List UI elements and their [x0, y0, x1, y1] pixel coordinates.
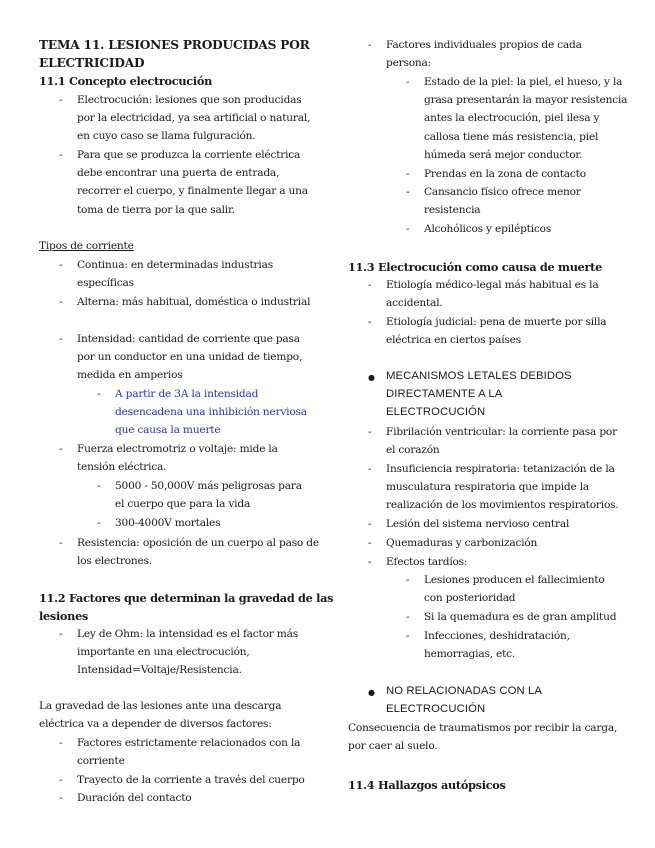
list-item: el corazón	[386, 444, 440, 457]
list-item: antes la electrocución, piel ilesa y	[424, 112, 600, 125]
paragraph: eléctrica va a depender de diversos factores:	[39, 718, 272, 731]
list-item: Resistencia: oposición de un cuerpo al paso de	[77, 537, 319, 549]
list-item: recorrer el cuerpo, y finalmente llegar a una	[77, 185, 308, 198]
list-item: Intensidad: cantidad de corriente que pasa	[77, 333, 300, 345]
dash-marker: -	[59, 628, 63, 640]
highlighted-note: que causa la muerte	[115, 424, 221, 437]
dash-marker: -	[59, 296, 63, 308]
list-item: Factores individuales propios de cada	[386, 39, 582, 51]
dash-marker: -	[59, 259, 63, 271]
page-title: TEMA 11. LESIONES PRODUCIDAS POR	[39, 38, 310, 52]
paragraph: Consecuencia de traumatismos por recibir la carga,	[348, 722, 618, 734]
dash-marker: -	[368, 463, 372, 475]
list-item: Duración del contacto	[77, 792, 192, 804]
list-item: Fibrilación ventricular: la corriente pasa por	[386, 426, 617, 438]
list-item: Infecciones, deshidratación,	[424, 630, 570, 642]
list-item: húmeda será mejor conductor.	[424, 148, 583, 161]
block-heading: MECANISMOS LETALES DEBIDOS	[386, 370, 572, 382]
dash-marker: -	[59, 94, 63, 106]
list-item: en cuyo caso se llama fulguración.	[77, 130, 256, 143]
list-item: realización de los movimientos respiratorios.	[386, 499, 619, 512]
list-item: persona:	[386, 57, 432, 70]
list-item: resistencia	[424, 204, 481, 217]
list-item: 5000 - 50,000V más peligrosas para	[115, 480, 302, 492]
dash-marker: -	[97, 480, 101, 492]
list-item: corriente	[77, 755, 125, 768]
section-heading: 11.1 Concepto electrocución	[39, 74, 212, 88]
list-item: Ley de Ohm: la intensidad es el factor más	[77, 628, 299, 640]
list-item: callosa tiene más resistencia, piel	[424, 130, 599, 143]
list-item: Lesiones producen el fallecimiento	[424, 574, 605, 586]
list-item: Alcohólicos y epilépticos	[424, 223, 552, 235]
list-item: Para que se produzca la corriente eléctrica	[77, 149, 301, 161]
list-item: Cansancio físico ofrece menor	[424, 186, 581, 198]
bullet-marker: ●	[368, 373, 375, 382]
list-item: los electrones.	[77, 555, 153, 568]
block-heading: DIRECTAMENTE A LA	[386, 388, 503, 401]
dash-marker: -	[368, 316, 372, 328]
list-item: Trayecto de la corriente a través del cuerpo	[77, 774, 305, 786]
block-heading: NO RELACIONADAS CON LA	[386, 685, 542, 697]
list-item: importante en una electrocución,	[77, 646, 250, 659]
list-item: Factores estrictamente relacionados con la	[77, 737, 301, 749]
highlighted-note: A partir de 3A la intensidad	[115, 388, 259, 400]
list-item: Electrocución: lesiones que son producidas	[77, 94, 302, 106]
dash-marker: -	[97, 388, 101, 400]
dash-marker: -	[59, 792, 63, 804]
list-item: accidental.	[386, 297, 443, 310]
list-item: tensión eléctrica.	[77, 461, 167, 474]
list-item: medida en amperios	[77, 369, 183, 382]
list-item: por un conductor en una unidad de tiempo,	[77, 351, 303, 364]
dash-marker: -	[406, 223, 410, 235]
paragraph: por caer al suelo.	[348, 740, 438, 753]
paragraph: La gravedad de las lesiones ante una descarga	[39, 700, 282, 712]
dash-marker: -	[59, 537, 63, 549]
dash-marker: -	[406, 630, 410, 642]
list-item: Lesión del sistema nervioso central	[386, 518, 570, 530]
section-heading: 11.3 Electrocución como causa de muerte	[348, 260, 602, 274]
list-item: Fuerza electromotriz o voltaje: mide la	[77, 443, 278, 455]
highlighted-note: desencadena una inhibición nerviosa	[115, 406, 307, 419]
list-item: Etiología médico-legal más habitual es la	[386, 279, 599, 291]
list-item: Efectos tardíos:	[386, 556, 468, 568]
block-heading: ELECTROCUCIÓN	[386, 406, 486, 419]
dash-marker: -	[406, 611, 410, 623]
section-heading: lesiones	[39, 609, 89, 623]
dash-marker: -	[59, 737, 63, 749]
list-item: Estado de la piel: la piel, el hueso, y la	[424, 76, 623, 88]
block-heading: ELECTROCUCIÓN	[386, 703, 486, 716]
dash-marker: -	[59, 149, 63, 161]
list-item: específicas	[77, 277, 134, 290]
dash-marker: -	[406, 168, 410, 180]
list-item: eléctrica en ciertos países	[386, 334, 521, 347]
subsection-heading: Tipos de corriente	[39, 240, 134, 252]
list-item: Etiología judicial: pena de muerte por silla	[386, 316, 607, 328]
dash-marker: -	[368, 39, 372, 51]
list-item: hemorragias, etc.	[424, 648, 516, 661]
list-item: toma de tierra por la que salir.	[77, 203, 235, 216]
dash-marker: -	[59, 774, 63, 786]
list-item: Quemaduras y carbonización	[386, 537, 538, 549]
list-item: debe encontrar una puerta de entrada,	[77, 167, 280, 180]
dash-marker: -	[406, 574, 410, 586]
section-heading: 11.4 Hallazgos autópsicos	[348, 778, 506, 792]
list-item: por la electricidad, ya sea artificial o natural,	[77, 112, 311, 125]
dash-marker: -	[368, 426, 372, 438]
list-item: 300-4000V mortales	[115, 517, 221, 529]
section-heading: 11.2 Factores que determinan la gravedad de las	[39, 591, 334, 605]
list-item: grasa presentarán la mayor resistencia	[424, 94, 628, 107]
list-item: Alterna: más habitual, doméstica o industrial	[77, 296, 311, 308]
dash-marker: -	[59, 333, 63, 345]
bullet-marker: ●	[368, 688, 375, 697]
list-item: Prendas en la zona de contacto	[424, 168, 586, 180]
dash-marker: -	[406, 186, 410, 198]
list-item: el cuerpo que para la vida	[115, 498, 251, 511]
list-item: Insuficiencia respiratoria: tetanización de la	[386, 463, 615, 475]
list-item: Continua: en determinadas industrias	[77, 259, 273, 271]
dash-marker: -	[368, 537, 372, 549]
dash-marker: -	[368, 518, 372, 530]
dash-marker: -	[368, 556, 372, 568]
dash-marker: -	[406, 76, 410, 88]
list-item: musculatura respiratoria que impide la	[386, 481, 590, 494]
list-item: Si la quemadura es de gran amplitud	[424, 611, 617, 623]
list-item: Intensidad=Voltaje/Resistencia.	[77, 664, 242, 677]
page-title: ELECTRICIDAD	[39, 56, 145, 70]
dash-marker: -	[97, 517, 101, 529]
list-item: con posterioridad	[424, 592, 516, 605]
dash-marker: -	[59, 443, 63, 455]
dash-marker: -	[368, 279, 372, 291]
